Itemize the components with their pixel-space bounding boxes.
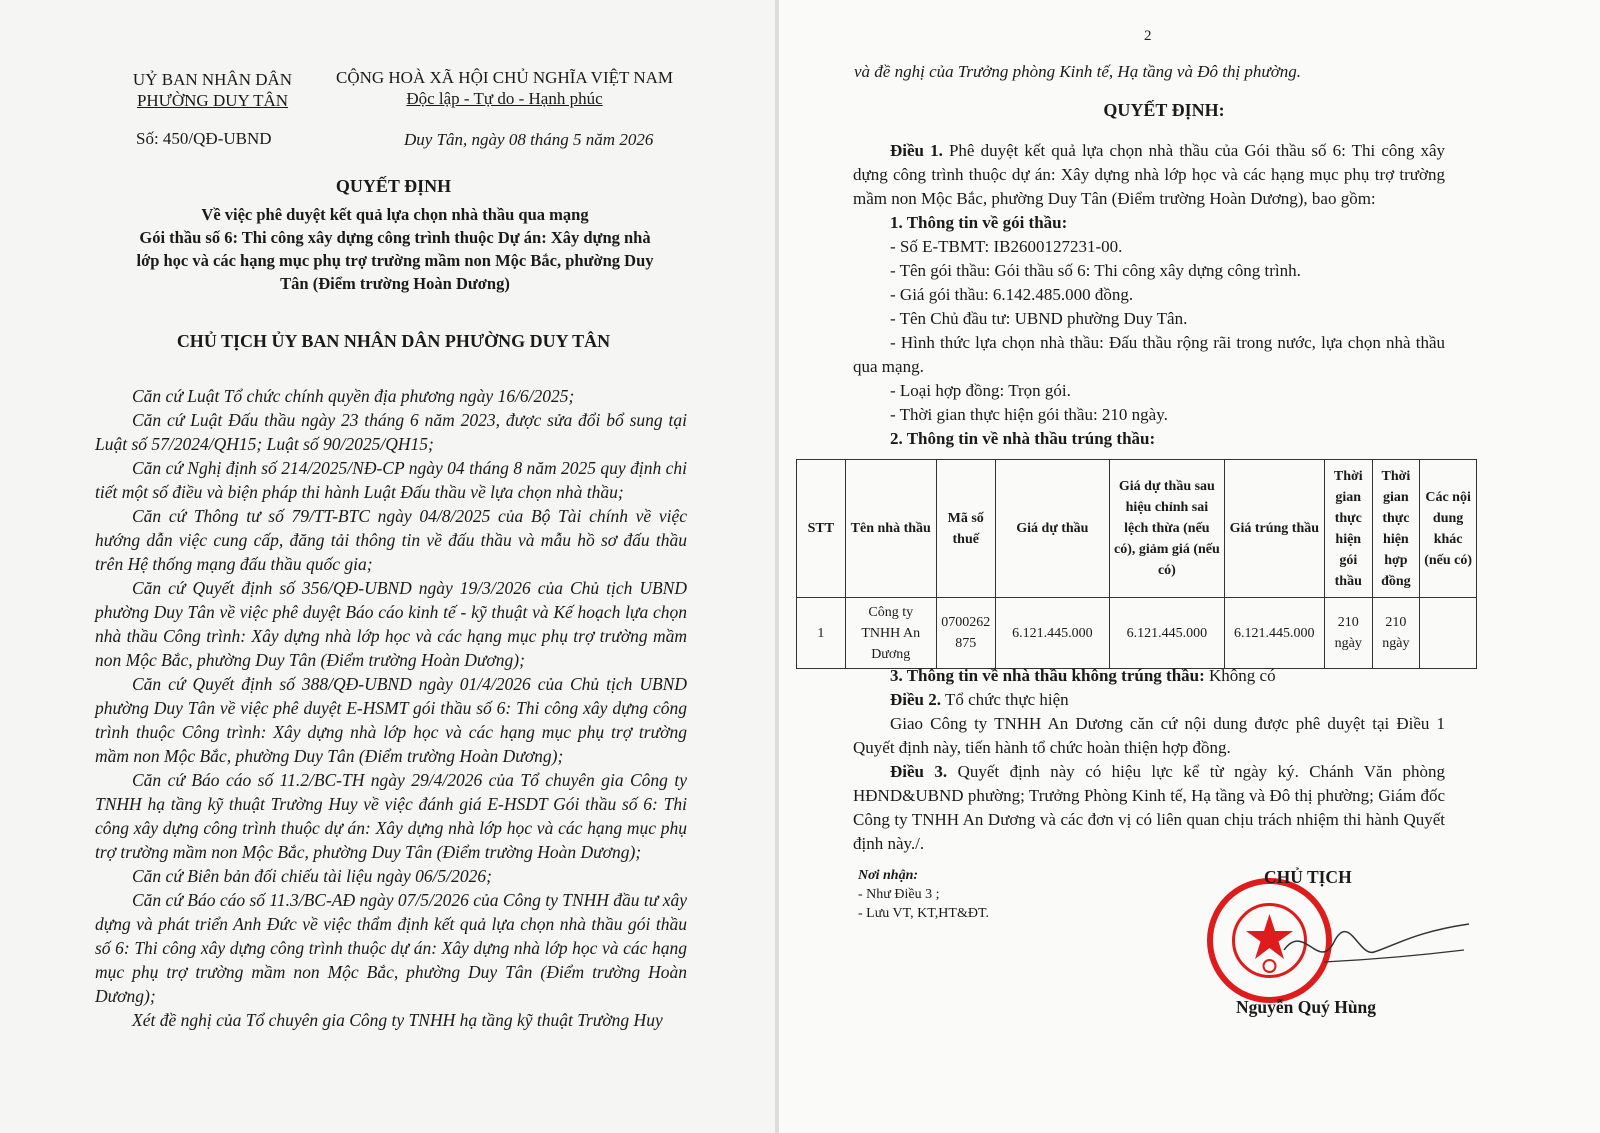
- table-cell: Công ty TNHH An Dương: [845, 598, 936, 669]
- recipient-item: - Lưu VT, KT,HT&ĐT.: [858, 906, 989, 921]
- table-cell: [1420, 598, 1477, 669]
- nation-name: CỘNG HOÀ XÃ HỘI CHỦ NGHĨA VIỆT NAM: [335, 68, 673, 87]
- table-cell: 1: [797, 598, 846, 669]
- table-header: Giá trúng thầu: [1224, 460, 1324, 598]
- table-header: Thời gian thực hiện gói thầu: [1324, 460, 1372, 598]
- document-subject: [95, 203, 695, 295]
- document-number: Số: 450/QĐ-UBND: [136, 129, 272, 148]
- section-2-title: 2. Thông tin về nhà thầu trúng thầu:: [890, 429, 1156, 448]
- document-type: QUYẾT ĐỊNH: [335, 176, 452, 196]
- package-info-item: - Tên gói thầu: Gói thầu số 6: Thi công xây dựng công trình.: [890, 261, 1301, 280]
- article-2-label: Điều 2.: [890, 690, 941, 709]
- legal-basis: Xét đề nghị của Tổ chuyên gia Công ty TNHH hạ tầng kỹ thuật Trường Huy: [132, 1010, 663, 1030]
- legal-basis: Căn cứ Quyết định số 388/QĐ-UBND ngày 01/4/2026 của Chủ tịch UBND phường Duy Tân về việc phê duyệt E-HSMT gói thầu số 6: Thi công xây dựng công trình thuộc Công trình: Xây dựng nhà lớp học và các hạng mục phụ trợ trường mầm non Mộc Bắc, phường Duy Tân (Điểm trường Hoàn Dương);: [95, 674, 687, 766]
- decision-heading: QUYẾT ĐỊNH:: [1103, 100, 1225, 120]
- subject-line: Về việc phê duyệt kết quả lựa chọn nhà thầu qua mạng: [201, 205, 589, 224]
- table-header: STT: [797, 460, 846, 598]
- issuing-authority: CHỦ TỊCH ỦY BAN NHÂN DÂN PHƯỜNG DUY TÂN: [176, 331, 611, 351]
- table-header: Tên nhà thầu: [845, 460, 936, 598]
- signature-icon: [1264, 912, 1474, 982]
- table-cell: 6.121.445.000: [1110, 598, 1225, 669]
- table-cell: 210 ngày: [1372, 598, 1420, 669]
- subject-line: Tân (Điểm trường Hoàn Dương): [280, 274, 510, 293]
- table-cell: 210 ngày: [1324, 598, 1372, 669]
- legal-basis: Căn cứ Báo cáo số 11.2/BC-TH ngày 29/4/2026 của Tổ chuyên gia Công ty TNHH hạ tầng kỹ thuật Trường Huy về việc đánh giá E-HSDT Gói thầu số 6: Thi công xây dựng công trình thuộc dự án: Xây dựng nhà lớp học và các hạng mục phụ trợ trường mầm non Mộc Bắc, phường Duy Tân (Điểm trường Hoàn Dương);: [95, 770, 687, 862]
- section-3-title: 3. Thông tin về nhà thầu không trúng thầu:: [890, 666, 1205, 685]
- agency-line-2: PHƯỜNG DUY TÂN: [136, 91, 289, 110]
- legal-basis: Căn cứ Thông tư số 79/TT-BTC ngày 04/8/2025 của Bộ Tài chính về việc hướng dẫn việc cung cấp, đăng tải thông tin về đấu thầu và mẫu hồ sơ đấu thầu trên Hệ thống mạng đấu thầu quốc gia;: [95, 506, 687, 574]
- table-cell: 6.121.445.000: [995, 598, 1110, 669]
- article-1-label: Điều 1.: [890, 141, 943, 160]
- subject-line: lớp học và các hạng mục phụ trợ trường mầm non Mộc Bắc, phường Duy: [136, 251, 654, 270]
- table-cell: 0700262875: [936, 598, 995, 669]
- agency-line-1: UỶ BAN NHÂN DÂN: [132, 70, 293, 89]
- article-3-text: Quyết định này có hiệu lực kể từ ngày ký. Chánh Văn phòng HĐND&UBND phường; Trưởng Phòng Kinh tế, Hạ tầng và Đô thị phường; Giám đốc Công ty TNHH An Dương và các đơn vị có liên quan chịu trách nhiệm thi hành Quyết định này./.: [853, 762, 1446, 853]
- table-header: Giá dự thầu: [995, 460, 1110, 598]
- table-header-row: [797, 460, 1477, 598]
- legal-basis: Căn cứ Biên bản đối chiếu tài liệu ngày 06/5/2026;: [132, 866, 492, 886]
- national-header: [322, 67, 687, 109]
- table-row: [797, 598, 1477, 669]
- issuing-agency: [115, 69, 310, 111]
- legal-basis: Căn cứ Luật Đấu thầu ngày 23 tháng 6 năm 2023, được sửa đổi bổ sung tại Luật số 57/2024/QH15; Luật số 90/2025/QH15;: [95, 410, 687, 454]
- signer-name: Nguyễn Quý Hùng: [1236, 997, 1377, 1017]
- legal-bases: [95, 384, 687, 1032]
- package-info-item: - Tên Chủ đầu tư: UBND phường Duy Tân.: [890, 309, 1188, 328]
- section-1-title: 1. Thông tin về gói thầu:: [890, 213, 1068, 232]
- package-info-item: - Số E-TBMT: IB2600127231-00.: [890, 237, 1123, 256]
- table-header: Mã số thuế: [936, 460, 995, 598]
- winning-bidder-table: [796, 459, 1477, 669]
- articles-2-3: [853, 664, 1445, 856]
- recipient-item: - Như Điều 3 ;: [858, 887, 940, 902]
- signer-title: CHỦ TỊCH: [1264, 867, 1352, 887]
- document-page-2: [779, 0, 1600, 1133]
- article-1: [853, 139, 1445, 451]
- package-info-item: - Giá gói thầu: 6.142.485.000 đồng.: [890, 285, 1134, 304]
- table-header: Thời gian thực hiện hợp đồng: [1372, 460, 1420, 598]
- article-2-title: Tổ chức thực hiện: [941, 690, 1069, 709]
- recipients-block: [858, 866, 989, 923]
- package-info-item: - Hình thức lựa chọn nhà thầu: Đấu thầu rộng rãi trong nước, lựa chọn nhà thầu qua mạng.: [853, 333, 1445, 376]
- legal-basis: Căn cứ Luật Tổ chức chính quyền địa phương ngày 16/6/2025;: [132, 386, 575, 406]
- legal-basis: Căn cứ Quyết định số 356/QĐ-UBND ngày 19/3/2026 của Chủ tịch UBND phường Duy Tân về việc phê duyệt Báo cáo kinh tế - kỹ thuật và Kế hoạch lựa chọn nhà thầu Công trình: Xây dựng nhà lớp học và các hạng mục phụ trợ trường mầm non Mộc Bắc, phường Duy Tân (Điểm trường Hoàn Dương);: [95, 578, 687, 670]
- subject-line: Gói thầu số 6: Thi công xây dựng công trình thuộc Dự án: Xây dựng nhà: [139, 228, 651, 247]
- package-info-item: - Loại hợp đồng: Trọn gói.: [890, 381, 1071, 400]
- package-info-item: - Thời gian thực hiện gói thầu: 210 ngày.: [890, 405, 1168, 424]
- table-cell: 6.121.445.000: [1224, 598, 1324, 669]
- legal-basis: Căn cứ Báo cáo số 11.3/BC-AĐ ngày 07/5/2026 của Công ty TNHH đầu tư xây dựng và phát triển Anh Đức về việc thẩm định kết quả lựa chọn nhà thầu gói thầu số 6: Thi công xây dựng công trình thuộc dự án: Xây dựng nhà lớp học và các hạng mục phụ trợ trường mầm non Mộc Bắc, phường Duy Tân (Điểm trường Hoàn Dương);: [95, 890, 687, 1006]
- continuation-line: và đề nghị của Trưởng phòng Kinh tế, Hạ tầng và Đô thị phường.: [854, 62, 1302, 81]
- table-header: Các nội dung khác (nếu có): [1420, 460, 1477, 598]
- recipients-title: Nơi nhận:: [858, 868, 919, 883]
- article-2-text: Giao Công ty TNHH An Dương căn cứ nội dung được phê duyệt tại Điều 1 Quyết định này, tiến hành tổ chức hoàn thiện hợp đồng.: [853, 714, 1445, 757]
- national-motto: Độc lập - Tự do - Hạnh phúc: [406, 89, 603, 108]
- article-3-label: Điều 3.: [890, 762, 948, 781]
- table-header: Giá dự thầu sau hiệu chỉnh sai lệch thừa (nếu có), giảm giá (nếu có): [1110, 460, 1225, 598]
- legal-basis: Căn cứ Nghị định số 214/2025/NĐ-CP ngày 04 tháng 8 năm 2025 quy định chi tiết một số điều và biện pháp thi hành Luật Đấu thầu về lựa chọn nhà thầu;: [95, 458, 687, 502]
- page-number: 2: [1144, 28, 1152, 44]
- date-line: Duy Tân, ngày 08 tháng 5 năm 2026: [404, 130, 654, 149]
- document-page-1: [0, 0, 775, 1133]
- article-1-text: Phê duyệt kết quả lựa chọn nhà thầu của Gói thầu số 6: Thi công xây dựng công trình thuộc dự án: Xây dựng nhà lớp học và các hạng mục phụ trợ trường mầm non Mộc Bắc, phường Duy Tân (Điểm trường Hoàn Dương), bao gồm:: [853, 141, 1446, 208]
- section-3-value: Không có: [1204, 666, 1276, 685]
